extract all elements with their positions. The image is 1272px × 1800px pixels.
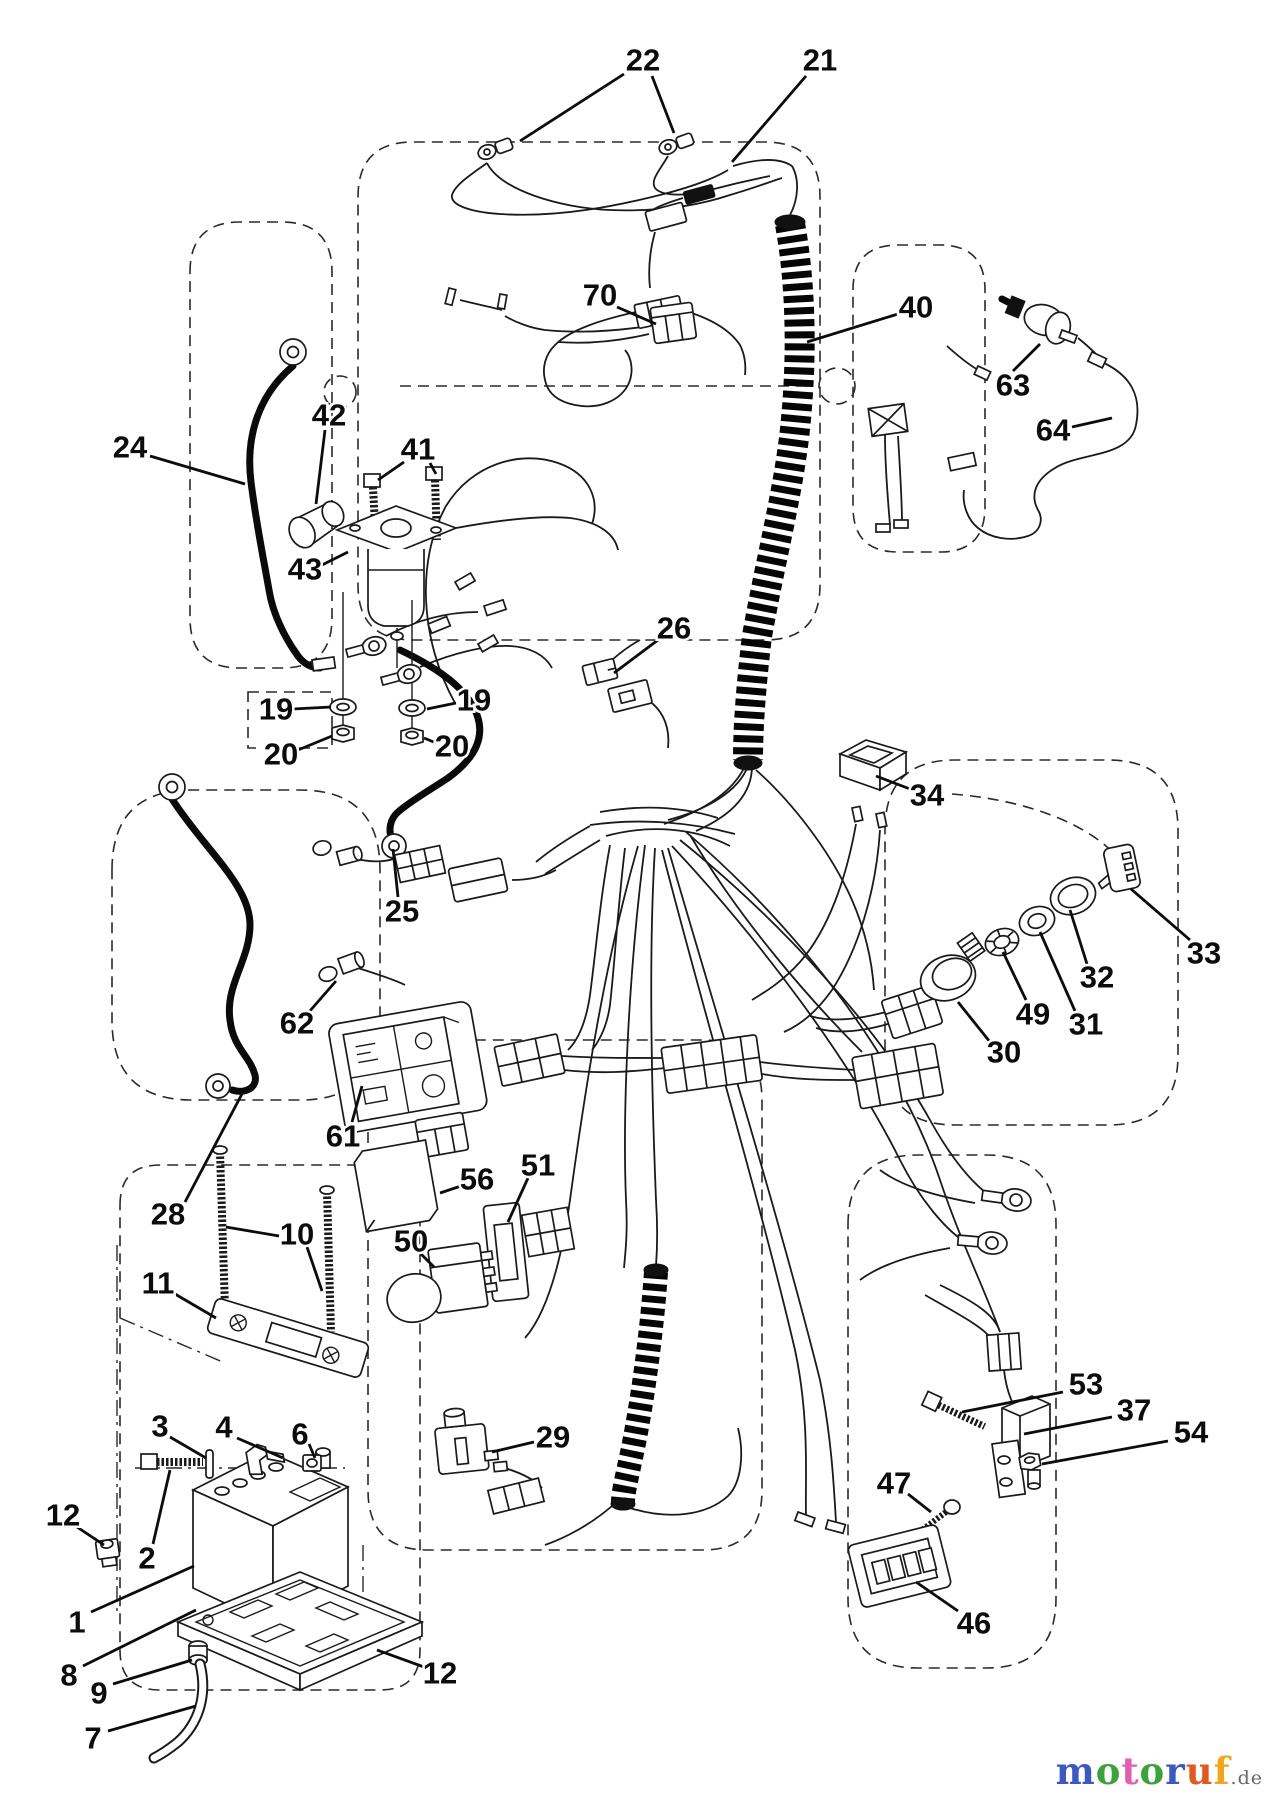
callout-label-42: 42 — [311, 397, 347, 433]
leader-line-3 — [170, 1437, 206, 1458]
callout-label-12b: 12 — [422, 1655, 458, 1691]
callout-label-10: 10 — [279, 1216, 315, 1252]
callout-label-25: 25 — [384, 893, 420, 929]
terminal-boot-42 — [284, 497, 350, 552]
leader-line-22 — [520, 74, 624, 141]
callout-label-40: 40 — [898, 289, 934, 325]
stud-hardware — [330, 634, 425, 745]
watermark-word — [1056, 1749, 1231, 1793]
bulb-socket — [974, 366, 990, 380]
leader-line-29 — [492, 1442, 534, 1452]
callout-label-11: 11 — [141, 1265, 175, 1301]
fuse-holder — [608, 680, 653, 713]
leader-line-32 — [1070, 910, 1087, 964]
callout-label-22: 22 — [625, 42, 661, 78]
watermark-letter: f — [1213, 1749, 1231, 1793]
callout-label-41: 41 — [400, 431, 436, 467]
indicator-bulb-62 — [317, 951, 366, 984]
callout-label-19b: 19 — [456, 682, 492, 718]
watermark-letter: o — [1095, 1749, 1122, 1793]
callout-label-49: 49 — [1015, 996, 1051, 1032]
callout-label-34: 34 — [909, 777, 945, 813]
watermark-letter: u — [1185, 1749, 1214, 1793]
callout-label-20b: 20 — [434, 728, 470, 764]
mounting-pad-56 — [353, 1140, 440, 1232]
spade-terminal — [876, 524, 890, 532]
leader-line-2 — [153, 1470, 170, 1544]
bulb-socket — [1088, 352, 1107, 368]
spade-terminal — [894, 520, 908, 528]
leader-line-19b — [427, 703, 456, 709]
watermark-letter: o — [1139, 1749, 1166, 1793]
callout-label-21: 21 — [802, 42, 838, 78]
watermark-letter: r — [1165, 1749, 1186, 1793]
connector — [488, 1478, 544, 1514]
callout-label-43: 43 — [287, 551, 323, 587]
switch-63 — [1002, 296, 1077, 347]
callout-label-28: 28 — [150, 1196, 186, 1232]
conduit-lower — [611, 1264, 668, 1510]
leader-line-10 — [226, 1227, 279, 1236]
callout-label-53: 53 — [1068, 1366, 1104, 1402]
washer-31 — [1015, 902, 1058, 941]
callout-label-7: 7 — [84, 1720, 102, 1756]
holddown-11 — [206, 1297, 370, 1378]
spacer-3 — [206, 1450, 213, 1478]
leader-line-54 — [1042, 1441, 1168, 1464]
callout-label-51: 51 — [520, 1147, 556, 1183]
callout-label-31: 31 — [1068, 1006, 1104, 1042]
leader-line-49 — [1003, 952, 1026, 1000]
pin-terminal — [445, 288, 507, 309]
terminal-bolt-2 — [141, 1454, 203, 1469]
connector — [948, 453, 976, 471]
callout-label-32: 32 — [1079, 959, 1115, 995]
multipin-connector — [494, 1034, 565, 1086]
lock-washer-49 — [982, 924, 1023, 960]
callout-label-61: 61 — [325, 1118, 361, 1154]
callout-label-29: 29 — [535, 1419, 571, 1455]
leader-line-19a — [293, 707, 331, 709]
leader-line-64 — [1072, 418, 1112, 427]
headlight-socket — [657, 132, 695, 157]
callout-label-63: 63 — [995, 367, 1031, 403]
callout-label-3: 3 — [151, 1408, 169, 1444]
leader-line-12a — [77, 1527, 104, 1545]
leader-line-7 — [108, 1706, 196, 1731]
callout-label-37: 37 — [1116, 1392, 1152, 1428]
callout-label-56: 56 — [459, 1161, 495, 1197]
leader-line-12b — [377, 1650, 424, 1667]
callout-label-20a: 20 — [263, 736, 299, 772]
bolt-53 — [922, 1391, 988, 1432]
headlight-socket — [476, 137, 514, 162]
components — [95, 132, 1141, 1758]
callout-label-2: 2 — [138, 1540, 156, 1576]
conduit-main — [734, 215, 805, 770]
watermark-suffix: .de — [1230, 1767, 1263, 1789]
callout-label-8: 8 — [60, 1657, 78, 1693]
leader-line-28 — [185, 1092, 243, 1202]
callout-label-24: 24 — [112, 429, 148, 465]
callout-label-50: 50 — [393, 1223, 429, 1259]
callout-label-33: 33 — [1186, 935, 1222, 971]
leader-line-56 — [440, 1186, 461, 1193]
callout-label-4: 4 — [215, 1409, 233, 1445]
watermark-letter: t — [1121, 1749, 1140, 1793]
multipin-connector — [852, 1043, 944, 1109]
nut-6 — [303, 1455, 321, 1471]
callout-label-64: 64 — [1035, 412, 1071, 448]
leader-line-33 — [1131, 889, 1190, 940]
bracket-37 — [992, 1396, 1050, 1497]
callout-label-9: 9 — [90, 1675, 108, 1711]
callout-label-19a: 19 — [258, 691, 294, 727]
watermark-letter: m — [1055, 1749, 1096, 1793]
leader-line-43 — [322, 552, 348, 565]
fuse-26 — [582, 658, 618, 685]
leader-line-8 — [83, 1610, 196, 1666]
key-cover-33 — [1092, 843, 1141, 895]
connector-bracket — [868, 404, 908, 437]
callout-label-62: 62 — [279, 1005, 315, 1041]
callout-label-1: 1 — [68, 1604, 86, 1640]
leader-line-47 — [908, 1494, 931, 1512]
callout-label-46: 46 — [956, 1605, 992, 1641]
multipin-connector — [661, 1035, 762, 1094]
callout-label-30: 30 — [986, 1034, 1022, 1070]
multipin-connector — [522, 1207, 575, 1256]
callout-label-26: 26 — [656, 610, 692, 646]
callout-label-47: 47 — [876, 1465, 912, 1501]
leader-line-42 — [316, 430, 325, 504]
callout-label-70: 70 — [582, 277, 618, 313]
leader-line-26 — [614, 640, 658, 673]
callout-label-6: 6 — [291, 1416, 309, 1452]
relay-70 — [650, 302, 697, 343]
leader-line-30 — [958, 1002, 990, 1042]
connector — [645, 202, 687, 231]
leader-line-22 — [652, 76, 674, 133]
callout-label-54: 54 — [1173, 1414, 1209, 1450]
leader-line-24 — [150, 456, 245, 484]
callout-label-12a: 12 — [45, 1497, 81, 1533]
interlock-switch-29 — [433, 1404, 508, 1478]
ignition-switch-30 — [881, 933, 985, 1039]
leader-line-10 — [307, 1247, 322, 1291]
dash-module-61 — [327, 1000, 488, 1133]
leader-line-11 — [175, 1294, 216, 1318]
watermark-logo — [1055, 1749, 1263, 1793]
leader-line-21 — [732, 76, 806, 162]
